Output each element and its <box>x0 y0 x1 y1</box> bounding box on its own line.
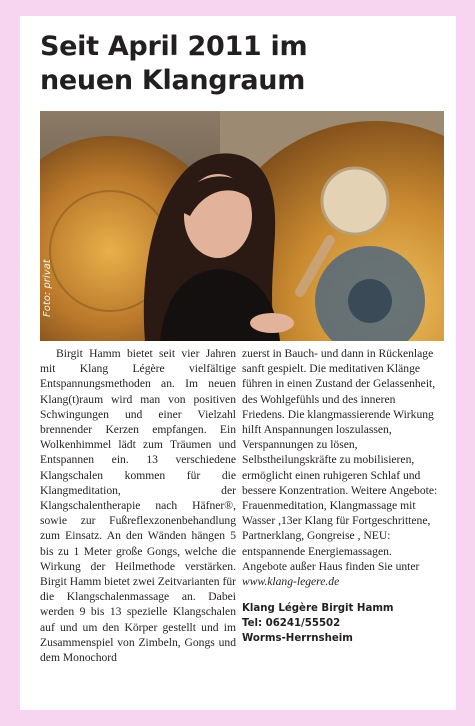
contact-phone: Tel: 06241/55502 <box>242 618 341 630</box>
headline-line-2: neuen Klangraum <box>40 65 306 96</box>
contact-name: Klang Légère Birgit Hamm <box>242 603 394 615</box>
article-body-left: Birgit Hamm bietet seit vier Jahren mit Klang Légère vielfältige Entspannungsmethoden an. Im neuen Klang(t)raum wird man von positiven Schwingungen und einer Vielzahl brennender Kerzen empfangen. Ein Wolkenhimmel lädt zum Träumen und Entspannen ein. 13 verschiedene Klangschalen kommen für die Klangmeditation, der Klangschalentherapie nach Häfner®, sowie zur Fußreflexzonenbehandlung zum Einsatz. An den Wänden hängen 5 bis zu 1 Meter große Gongs, welche die Wirkung der Heilmethode verstärken. Birgit Hamm bietet zwei Zeitvarianten für die Klangschalenmassage an. Dabei werden 9 bis 13 spezielle Klangschalen auf und um den Körper gestellt und im Zusammenspiel von Zimbeln, Gongs und dem Monochord <box>40 347 236 665</box>
contact-block <box>242 601 438 646</box>
article-body-right <box>242 346 438 589</box>
article-photo <box>40 111 444 341</box>
article-body-right-text: zuerst in Bauch- und dann in Rückenlage sanft gespielt. Die meditativen Klänge führen in einen Zustand der Gelassenheit, des Wohlgefühls und des inneren Friedens. Die klangmassierende Wirkung hilft Anspannungen loszulassen, Verspannungen zu lösen, Selbstheilungskräfte zu mobilisieren, ermöglicht einen ruhigeren Schlaf und bessere Konzentration. Weitere Angebote: Frauenmeditation, Klangmassage mit Wasser ,13er Klang für Fortgeschrittene, Partnerklang, Gongreise , NEU: entspannende Energiemassagen. Angebote außer Haus finden Sie unter <box>242 347 438 573</box>
article-column-left <box>40 346 236 665</box>
article-headline <box>40 30 440 98</box>
contact-city: Worms-Herrnsheim <box>242 633 353 645</box>
headline-line-1: Seit April 2011 im <box>40 31 308 62</box>
photo-credit: Foto: privat <box>42 259 53 317</box>
article-column-right <box>242 346 438 646</box>
website-link[interactable]: www.klang-legere.de <box>242 575 340 589</box>
photo-illustration <box>40 111 444 341</box>
article-card <box>20 16 456 710</box>
